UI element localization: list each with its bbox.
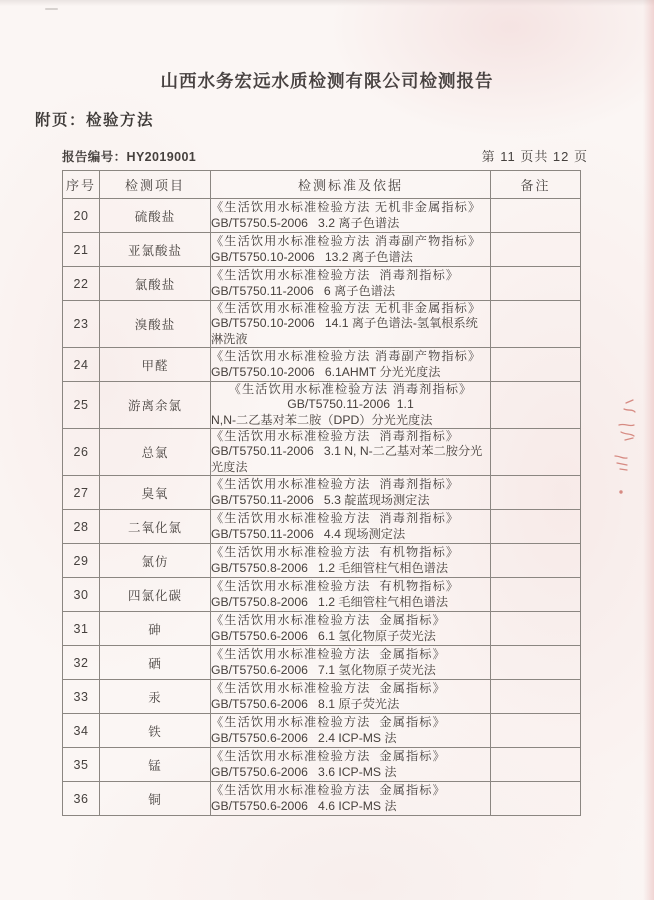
- standard-line: GB/T5750.8-2006 1.2 毛细管柱气相色谱法: [211, 560, 449, 575]
- standard-line: GB/T5750.11-2006 4.4 现场测定法: [211, 526, 406, 541]
- item-cell: 臭氧: [100, 476, 211, 510]
- table-row: [63, 510, 581, 544]
- standard-line: 《生活饮用水标准检验方法 消毒剂指标》: [211, 511, 460, 526]
- standard-line: GB/T5750.11-2006 6 离子色谱法: [211, 283, 396, 298]
- note-cell: [491, 782, 581, 816]
- standard-line: GB/T5750.10-2006 6.1AHMT 分光光度法: [211, 364, 441, 379]
- table-header-row: [63, 171, 581, 199]
- serial-cell: 32: [63, 646, 100, 680]
- item-cell: 硒: [100, 646, 211, 680]
- table-row: [63, 714, 581, 748]
- standard-line: GB/T5750.6-2006 8.1 原子荧光法: [211, 696, 400, 711]
- col-header-serial: 序号: [63, 171, 100, 199]
- serial-cell: 24: [63, 348, 100, 382]
- item-cell: 铜: [100, 782, 211, 816]
- standard-cell: [211, 348, 491, 382]
- table-row: [63, 612, 581, 646]
- note-cell: [491, 578, 581, 612]
- standard-cell: [211, 267, 491, 301]
- item-cell: 硫酸盐: [100, 199, 211, 233]
- standard-line: GB/T5750.6-2006 7.1 氢化物原子荧光法: [211, 662, 436, 677]
- serial-cell: 21: [63, 233, 100, 267]
- serial-cell: 22: [63, 267, 100, 301]
- standard-line: GB/T5750.6-2006 6.1 氢化物原子荧光法: [211, 628, 436, 643]
- standard-cell: [211, 476, 491, 510]
- standard-line: 光度法: [211, 459, 248, 474]
- table-row: [63, 544, 581, 578]
- standard-line: 《生活饮用水标准检验方法 消毒副产物指标》: [211, 234, 482, 249]
- standard-line: 《生活饮用水标准检验方法 金属指标》: [211, 647, 446, 662]
- standard-cell: [211, 680, 491, 714]
- serial-cell: 27: [63, 476, 100, 510]
- serial-cell: 31: [63, 612, 100, 646]
- methods-table: [62, 170, 581, 816]
- note-cell: [491, 612, 581, 646]
- serial-cell: 34: [63, 714, 100, 748]
- item-cell: 溴酸盐: [100, 301, 211, 348]
- table-row: [63, 578, 581, 612]
- standard-line: GB/T5750.8-2006 1.2 毛细管柱气相色谱法: [211, 594, 449, 609]
- note-cell: [491, 267, 581, 301]
- standard-line: 淋洗液: [211, 331, 248, 346]
- table-row: [63, 199, 581, 233]
- item-cell: 二氧化氯: [100, 510, 211, 544]
- standard-line: GB/T5750.6-2006 2.4 ICP-MS 法: [211, 730, 397, 745]
- standard-cell: [211, 612, 491, 646]
- table-row: [63, 646, 581, 680]
- note-cell: [491, 544, 581, 578]
- standard-cell: [211, 233, 491, 267]
- note-cell: [491, 680, 581, 714]
- standard-line: 《生活饮用水标准检验方法 金属指标》: [211, 749, 446, 764]
- note-cell: [491, 233, 581, 267]
- item-cell: 游离余氯: [100, 382, 211, 429]
- item-cell: 总氯: [100, 429, 211, 476]
- serial-cell: 28: [63, 510, 100, 544]
- item-cell: 甲醛: [100, 348, 211, 382]
- note-cell: [491, 646, 581, 680]
- item-cell: 砷: [100, 612, 211, 646]
- table-row: [63, 748, 581, 782]
- table-row: [63, 476, 581, 510]
- standard-line: 《生活饮用水标准检验方法 消毒剂指标》: [211, 429, 460, 444]
- table-row: [63, 429, 581, 476]
- standard-line: GB/T5750.10-2006 14.1 离子色谱法-氢氧根系统: [211, 316, 478, 331]
- serial-cell: 33: [63, 680, 100, 714]
- standard-line: N,N-二乙基对苯二胺（DPD）分光光度法: [211, 412, 433, 427]
- report-number: [62, 147, 196, 165]
- section-label: 附页：检验方法: [35, 112, 155, 129]
- note-cell: [491, 382, 581, 429]
- standard-cell: [211, 646, 491, 680]
- note-cell: [491, 301, 581, 348]
- standard-line: 《生活饮用水标准检验方法 有机物指标》: [211, 579, 460, 594]
- item-cell: 亚氯酸盐: [100, 233, 211, 267]
- standard-line: 《生活饮用水标准检验方法 有机物指标》: [211, 545, 460, 560]
- table-row: [63, 267, 581, 301]
- standard-line: 《生活饮用水标准检验方法 消毒剂指标》: [228, 382, 473, 397]
- col-header-note: 备注: [491, 171, 581, 199]
- note-cell: [491, 348, 581, 382]
- standard-line: GB/T5750.11-2006 5.3 靛蓝现场测定法: [211, 492, 430, 507]
- standard-cell: [211, 748, 491, 782]
- page-title: 山西水务宏远水质检测有限公司检测报告: [160, 71, 494, 91]
- standard-line: GB/T5750.6-2006 3.6 ICP-MS 法: [211, 764, 397, 779]
- standard-line: 《生活饮用水标准检验方法 消毒副产物指标》: [211, 349, 482, 364]
- table-row: [63, 348, 581, 382]
- table-row: [63, 301, 581, 348]
- item-cell: 铁: [100, 714, 211, 748]
- table-row: [63, 782, 581, 816]
- serial-cell: 29: [63, 544, 100, 578]
- serial-cell: 23: [63, 301, 100, 348]
- item-cell: 锰: [100, 748, 211, 782]
- standard-cell: [211, 382, 491, 429]
- note-cell: [491, 714, 581, 748]
- table-row: [63, 233, 581, 267]
- standard-cell: [211, 544, 491, 578]
- col-header-item: 检测项目: [100, 171, 211, 199]
- serial-cell: 20: [63, 199, 100, 233]
- note-cell: [491, 429, 581, 476]
- standard-line: 《生活饮用水标准检验方法 金属指标》: [211, 715, 446, 730]
- item-cell: 四氯化碳: [100, 578, 211, 612]
- standard-line: 《生活饮用水标准检验方法 消毒剂指标》: [211, 268, 460, 283]
- report-number-label: 报告编号：: [62, 150, 127, 164]
- report-number-value: HY2019001: [126, 150, 197, 164]
- page-indicator: 第 11 页共 12 页: [481, 149, 588, 164]
- col-header-standard: 检测标准及依据: [211, 171, 491, 199]
- scan-artifact-dash: [45, 8, 58, 10]
- standard-cell: [211, 782, 491, 816]
- standard-line: 《生活饮用水标准检验方法 金属指标》: [211, 783, 446, 798]
- note-cell: [491, 510, 581, 544]
- standard-line: 《生活饮用水标准检验方法 无机非金属指标》: [211, 200, 482, 215]
- item-cell: 氯仿: [100, 544, 211, 578]
- standard-line: GB/T5750.5-2006 3.2 离子色谱法: [211, 215, 400, 230]
- standard-line: GB/T5750.10-2006 13.2 离子色谱法: [211, 249, 413, 264]
- item-cell: 汞: [100, 680, 211, 714]
- standard-cell: [211, 714, 491, 748]
- serial-cell: 35: [63, 748, 100, 782]
- red-handwriting-mark: [600, 396, 644, 511]
- table-row: [63, 680, 581, 714]
- serial-cell: 26: [63, 429, 100, 476]
- serial-cell: 25: [63, 382, 100, 429]
- standard-line: GB/T5750.11-2006 1.1: [287, 397, 414, 412]
- standard-line: 《生活饮用水标准检验方法 消毒剂指标》: [211, 477, 460, 492]
- note-cell: [491, 199, 581, 233]
- standard-cell: [211, 199, 491, 233]
- standard-line: 《生活饮用水标准检验方法 金属指标》: [211, 613, 446, 628]
- standard-line: 《生活饮用水标准检验方法 无机非金属指标》: [211, 301, 482, 316]
- standard-line: GB/T5750.11-2006 3.1 N, N-二乙基对苯二胺分光: [211, 444, 483, 459]
- serial-cell: 30: [63, 578, 100, 612]
- standard-cell: [211, 429, 491, 476]
- standard-line: 《生活饮用水标准检验方法 金属指标》: [211, 681, 446, 696]
- standard-cell: [211, 301, 491, 348]
- standard-cell: [211, 510, 491, 544]
- note-cell: [491, 476, 581, 510]
- standard-cell: [211, 578, 491, 612]
- report-meta-row: [62, 146, 588, 165]
- table-row: [63, 382, 581, 429]
- item-cell: 氯酸盐: [100, 267, 211, 301]
- note-cell: [491, 748, 581, 782]
- standard-line: GB/T5750.6-2006 4.6 ICP-MS 法: [211, 798, 397, 813]
- serial-cell: 36: [63, 782, 100, 816]
